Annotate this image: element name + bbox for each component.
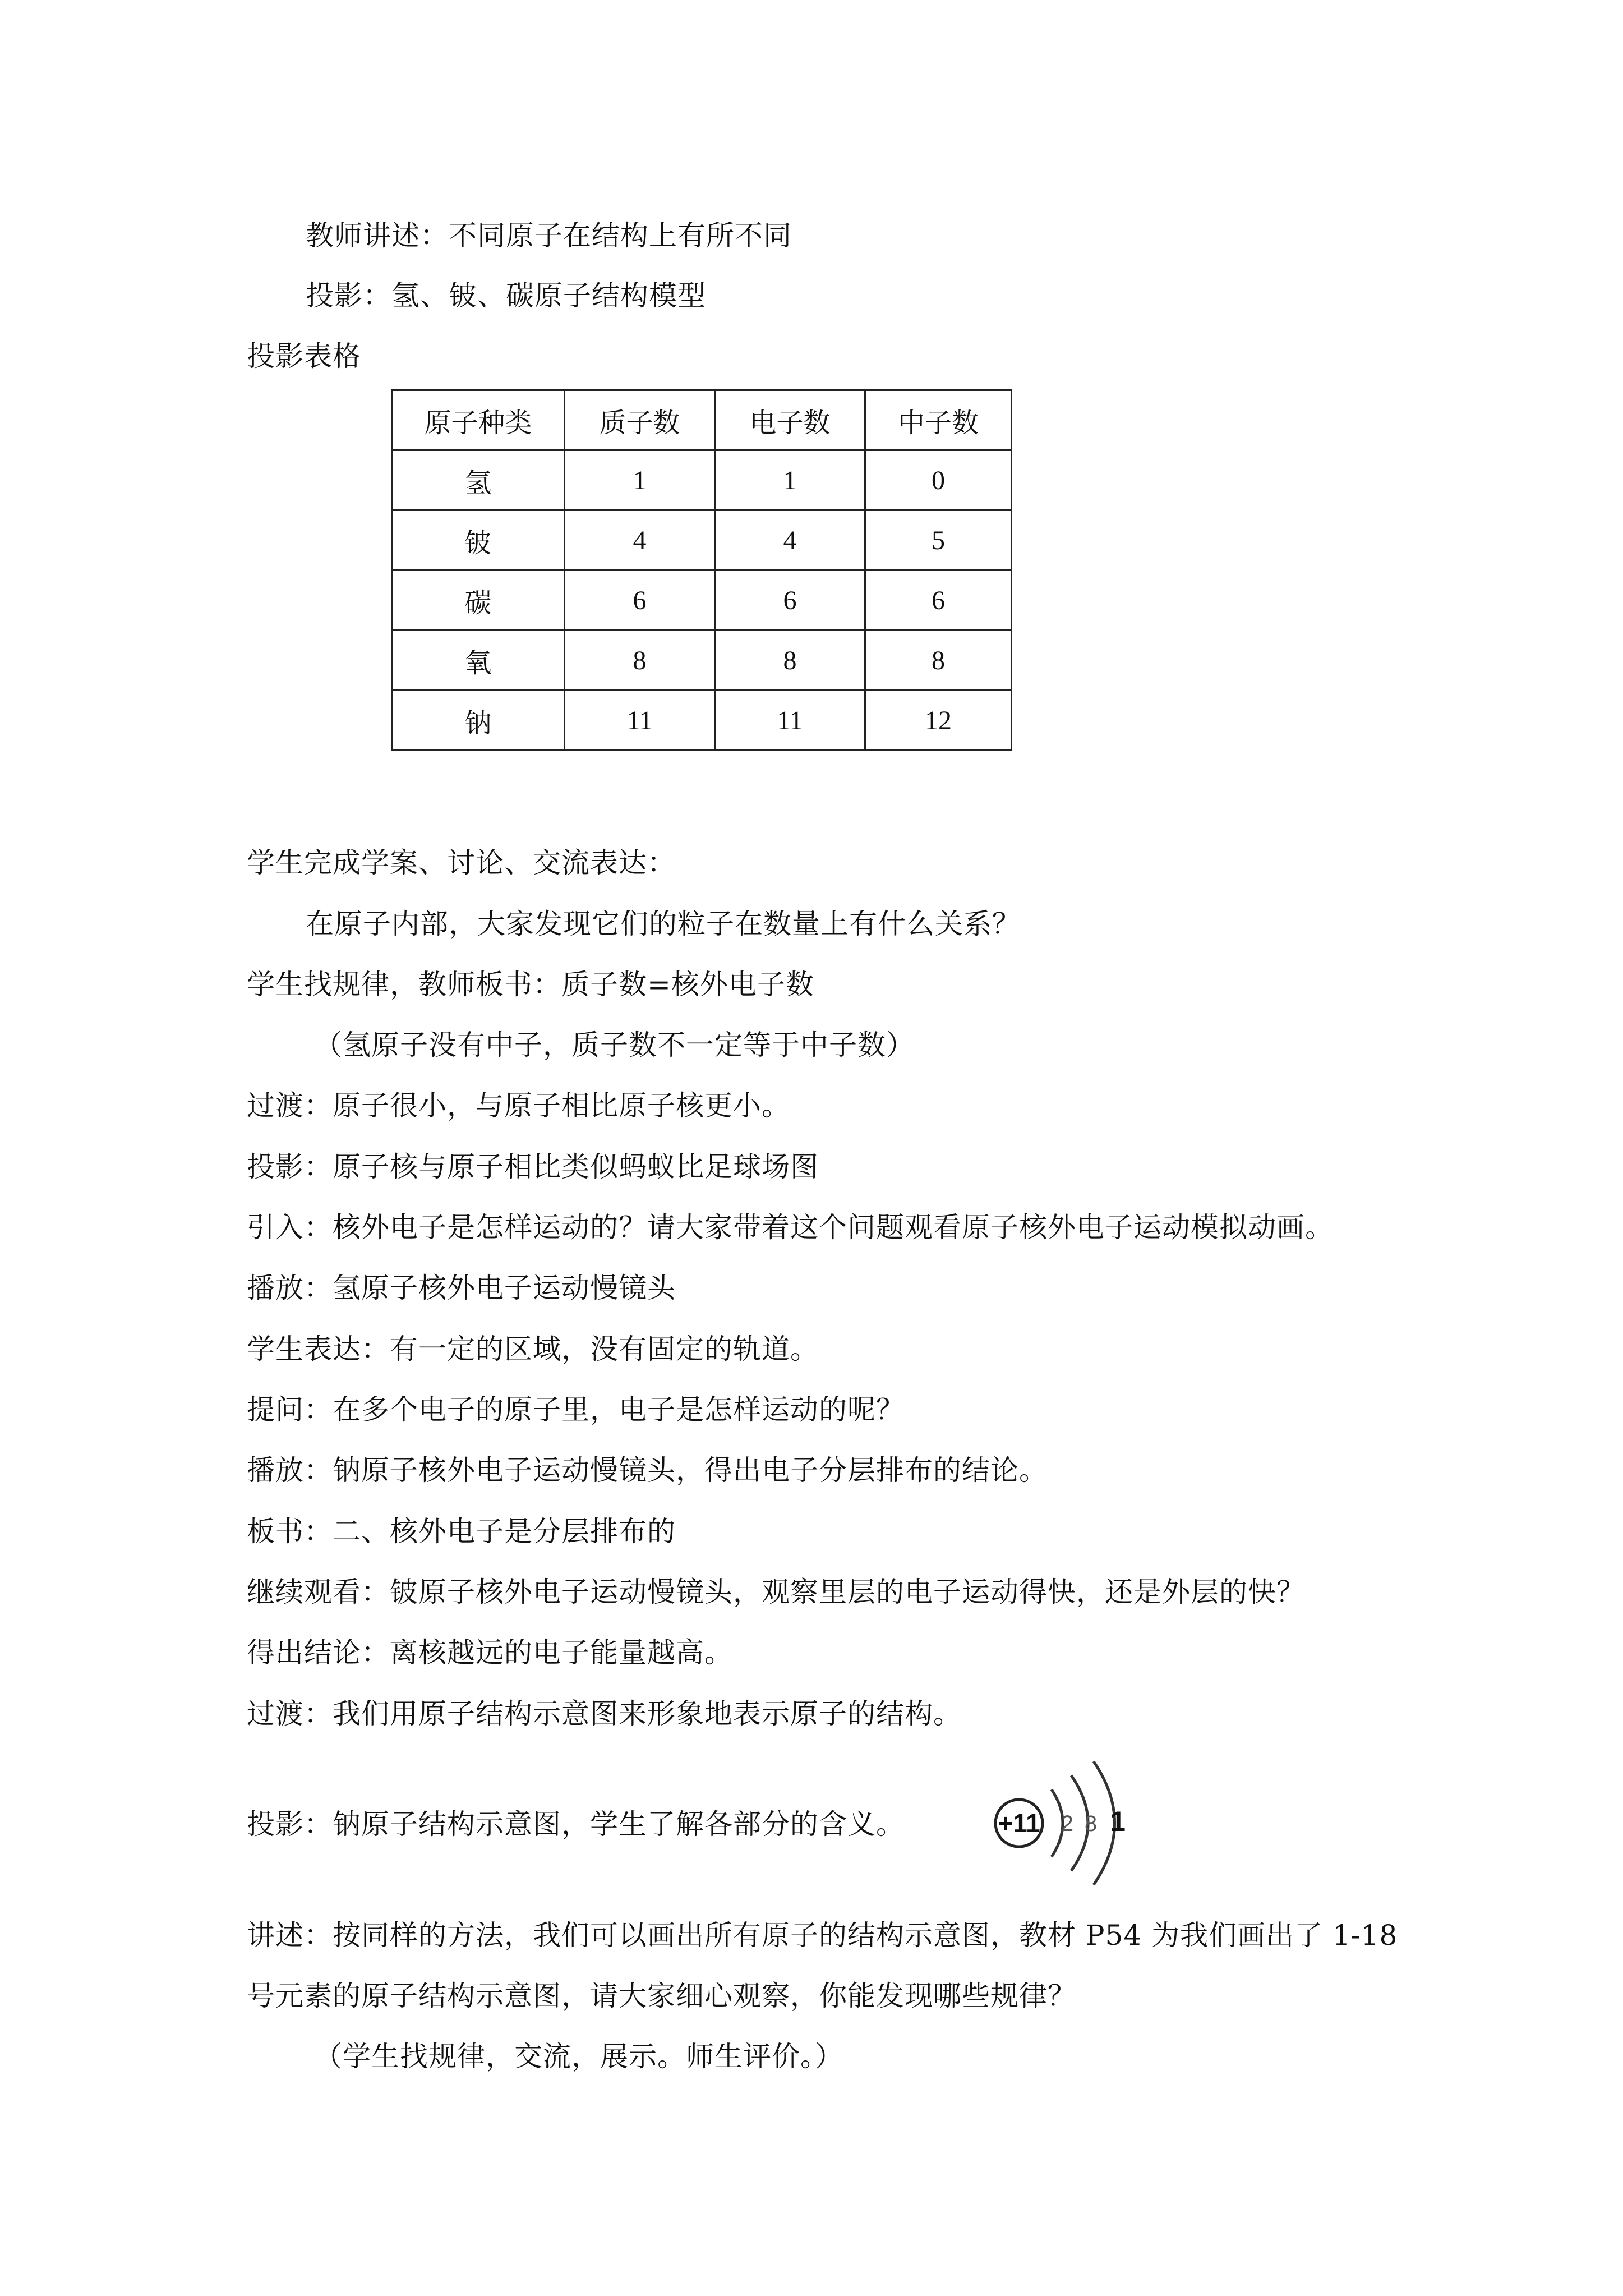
table-row	[392, 570, 1012, 631]
paragraph: 提问：在多个电子的原子里，电子是怎样运动的呢？	[247, 1393, 905, 1426]
table-cell: 铍	[392, 510, 565, 570]
table-cell: 6	[715, 570, 865, 631]
table-cell: 5	[865, 510, 1012, 570]
table-row	[392, 631, 1012, 691]
paragraph: 继续观看：铍原子核外电子运动慢镜头，观察里层的电子运动得快，还是外层的快？	[247, 1576, 1305, 1608]
table-cell: 8	[865, 631, 1012, 691]
table-cell: 1	[565, 450, 715, 510]
paragraph: 过渡：我们用原子结构示意图来形象地表示原子的结构。	[247, 1697, 962, 1730]
paragraph: 得出结论：离核越远的电子能量越高。	[247, 1636, 733, 1669]
table-cell: 氢	[392, 450, 565, 510]
table-header-cell: 原子种类	[392, 390, 565, 450]
table-header-row	[392, 390, 1012, 450]
shell-electron-count: 2	[1061, 1811, 1074, 1836]
table-row	[392, 450, 1012, 510]
paragraph: 学生表达：有一定的区域，没有固定的轨道。	[247, 1333, 819, 1365]
table-header-cell: 质子数	[565, 390, 715, 450]
paragraph: 讲述：按同样的方法，我们可以画出所有原子的结构示意图，教材 P54 为我们画出了 1-18	[247, 1919, 1398, 1952]
nucleus-charge: +11	[998, 1809, 1040, 1838]
paragraph: （学生找规律，交流，展示。师生评价。）	[314, 2040, 843, 2073]
table-cell: 6	[565, 570, 715, 631]
table-cell: 4	[565, 510, 715, 570]
table-cell: 1	[715, 450, 865, 510]
table-cell: 11	[715, 691, 865, 751]
paragraph: （氢原子没有中子，质子数不一定等于中子数）	[314, 1029, 915, 1061]
paragraph: 投影：原子核与原子相比类似蚂蚁比足球场图	[247, 1151, 819, 1183]
paragraph: 投影：氢、铍、碳原子结构模型	[306, 279, 706, 312]
table-header-cell: 电子数	[715, 390, 865, 450]
paragraph: 过渡：原子很小，与原子相比原子核更小。	[247, 1089, 790, 1122]
table-cell: 8	[715, 631, 865, 691]
table-cell: 钠	[392, 691, 565, 751]
table-row	[392, 691, 1012, 751]
paragraph: 播放：钠原子核外电子运动慢镜头，得出电子分层排布的结论。	[247, 1454, 1048, 1487]
paragraph: 在原子内部，大家发现它们的粒子在数量上有什么关系？	[306, 908, 1021, 940]
paragraph: 播放：氢原子核外电子运动慢镜头	[247, 1272, 676, 1304]
table-cell: 6	[865, 570, 1012, 631]
paragraph: 教师讲述：不同原子在结构上有所不同	[306, 219, 792, 252]
table-cell: 氧	[392, 631, 565, 691]
atom-structure-table	[391, 389, 1012, 751]
table-cell: 4	[715, 510, 865, 570]
shell-electron-count: 1	[1110, 1806, 1126, 1837]
paragraph: 引入：核外电子是怎样运动的？请大家带着这个问题观看原子核外电子运动模拟动画。	[247, 1211, 1334, 1244]
paragraph: 学生完成学案、讨论、交流表达：	[247, 846, 676, 879]
paragraph: 号元素的原子结构示意图，请大家细心观察，你能发现哪些规律？	[247, 1980, 1076, 2012]
table-cell: 8	[565, 631, 715, 691]
paragraph: 板书：二、核外电子是分层排布的	[247, 1515, 676, 1548]
sodium-atom-structure-diagram	[984, 1756, 1152, 1890]
table-cell: 12	[865, 691, 1012, 751]
paragraph: 投影：钠原子结构示意图，学生了解各部分的含义。	[247, 1808, 905, 1841]
table-cell: 11	[565, 691, 715, 751]
table-cell: 碳	[392, 570, 565, 631]
paragraph: 投影表格	[247, 340, 361, 372]
table-header-cell: 中子数	[865, 390, 1012, 450]
shell-electron-count: 8	[1084, 1811, 1098, 1836]
table-cell: 0	[865, 450, 1012, 510]
table-row	[392, 510, 1012, 570]
paragraph: 学生找规律，教师板书：质子数=核外电子数	[247, 968, 814, 1001]
